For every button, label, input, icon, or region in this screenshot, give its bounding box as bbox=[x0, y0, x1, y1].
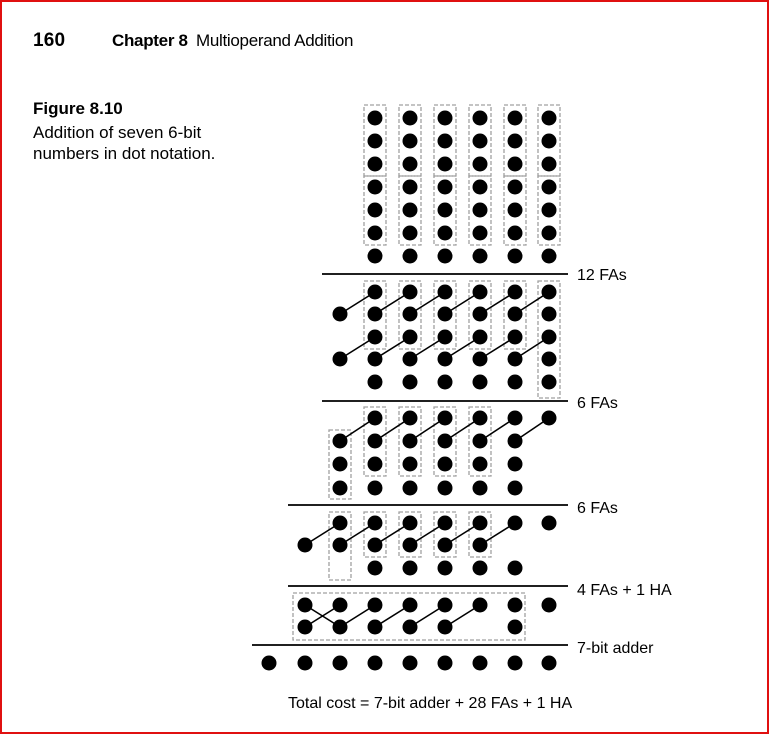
dot bbox=[368, 307, 383, 322]
dot bbox=[473, 307, 488, 322]
dot bbox=[473, 285, 488, 300]
dot bbox=[508, 457, 523, 472]
dot bbox=[368, 598, 383, 613]
dot bbox=[542, 111, 557, 126]
dot bbox=[403, 434, 418, 449]
dot bbox=[403, 375, 418, 390]
dot bbox=[298, 538, 313, 553]
dot bbox=[438, 330, 453, 345]
dot bbox=[542, 352, 557, 367]
stage-label: 6 FAs bbox=[577, 395, 618, 412]
dot bbox=[542, 157, 557, 172]
dot bbox=[508, 285, 523, 300]
dot bbox=[542, 203, 557, 218]
dot bbox=[333, 481, 348, 496]
dot bbox=[368, 620, 383, 635]
dot bbox=[262, 656, 277, 671]
dot bbox=[542, 411, 557, 426]
dot bbox=[333, 434, 348, 449]
dot bbox=[403, 307, 418, 322]
dot bbox=[368, 375, 383, 390]
dot bbox=[438, 411, 453, 426]
dot bbox=[403, 134, 418, 149]
dot bbox=[473, 330, 488, 345]
dot bbox=[438, 561, 453, 576]
dot bbox=[368, 203, 383, 218]
dot bbox=[368, 538, 383, 553]
dot bbox=[473, 375, 488, 390]
dot bbox=[403, 203, 418, 218]
dot bbox=[542, 180, 557, 195]
stage-label: 12 FAs bbox=[577, 267, 627, 284]
dot bbox=[368, 656, 383, 671]
dot bbox=[473, 411, 488, 426]
dot bbox=[508, 180, 523, 195]
figure-label: Figure 8.10 bbox=[33, 99, 123, 118]
stage-label: 6 FAs bbox=[577, 500, 618, 517]
dot bbox=[438, 598, 453, 613]
dot bbox=[403, 352, 418, 367]
chapter-title: Multioperand Addition bbox=[196, 31, 354, 50]
dot bbox=[508, 481, 523, 496]
page-number: 160 bbox=[33, 30, 66, 51]
dot bbox=[298, 656, 313, 671]
dot bbox=[368, 226, 383, 241]
total-cost-text: Total cost = 7-bit adder + 28 FAs + 1 HA bbox=[288, 695, 573, 712]
dot bbox=[368, 249, 383, 264]
dot bbox=[333, 352, 348, 367]
dot bbox=[438, 434, 453, 449]
dot bbox=[438, 157, 453, 172]
dot bbox=[473, 352, 488, 367]
dot bbox=[298, 620, 313, 635]
dot bbox=[508, 157, 523, 172]
dot bbox=[368, 481, 383, 496]
dot bbox=[438, 307, 453, 322]
dot bbox=[438, 226, 453, 241]
dot bbox=[333, 516, 348, 531]
dot bbox=[438, 516, 453, 531]
dot bbox=[403, 656, 418, 671]
dot bbox=[438, 180, 453, 195]
dot bbox=[508, 375, 523, 390]
dot bbox=[473, 598, 488, 613]
dot bbox=[368, 330, 383, 345]
dot bbox=[473, 134, 488, 149]
dot bbox=[333, 307, 348, 322]
dot bbox=[438, 134, 453, 149]
dot bbox=[403, 561, 418, 576]
dot bbox=[473, 516, 488, 531]
dot bbox=[473, 249, 488, 264]
dot bbox=[473, 180, 488, 195]
figure-caption: Addition of seven 6-bit numbers in dot notation. bbox=[33, 123, 216, 163]
dot bbox=[542, 249, 557, 264]
dot bbox=[333, 457, 348, 472]
dot bbox=[333, 598, 348, 613]
dot bbox=[542, 598, 557, 613]
dot bbox=[508, 561, 523, 576]
stage-label: 7-bit adder bbox=[577, 640, 654, 657]
dot bbox=[542, 134, 557, 149]
dot bbox=[438, 285, 453, 300]
dot bbox=[508, 249, 523, 264]
dot bbox=[403, 598, 418, 613]
dot bbox=[438, 111, 453, 126]
dot bbox=[473, 203, 488, 218]
dot bbox=[508, 434, 523, 449]
dot bbox=[438, 203, 453, 218]
dot bbox=[438, 352, 453, 367]
dot bbox=[403, 457, 418, 472]
dot bbox=[542, 656, 557, 671]
dot bbox=[333, 538, 348, 553]
dot bbox=[542, 307, 557, 322]
dot bbox=[368, 434, 383, 449]
dot bbox=[403, 157, 418, 172]
dot bbox=[542, 516, 557, 531]
dot bbox=[508, 656, 523, 671]
stage-label: 4 FAs + 1 HA bbox=[577, 582, 672, 599]
stage-labels bbox=[577, 267, 672, 657]
dot bbox=[473, 434, 488, 449]
dot bbox=[403, 516, 418, 531]
dot bbox=[438, 481, 453, 496]
dot bbox=[403, 226, 418, 241]
dot bbox=[403, 180, 418, 195]
dot bbox=[403, 620, 418, 635]
dot bbox=[508, 111, 523, 126]
dot bbox=[508, 134, 523, 149]
dot bbox=[508, 226, 523, 241]
dot bbox=[438, 620, 453, 635]
dot bbox=[473, 481, 488, 496]
dot bbox=[508, 307, 523, 322]
dot bbox=[542, 375, 557, 390]
dot bbox=[403, 538, 418, 553]
dot bbox=[438, 656, 453, 671]
dot bbox=[403, 481, 418, 496]
dot bbox=[508, 352, 523, 367]
dot bbox=[403, 330, 418, 345]
dot bbox=[473, 157, 488, 172]
dot bbox=[333, 656, 348, 671]
dot bbox=[473, 538, 488, 553]
dot bbox=[298, 598, 313, 613]
dot bbox=[368, 457, 383, 472]
dot bbox=[368, 285, 383, 300]
dot bbox=[368, 516, 383, 531]
dot bbox=[542, 330, 557, 345]
dot bbox=[368, 157, 383, 172]
dot bbox=[438, 375, 453, 390]
dot bbox=[508, 598, 523, 613]
dot bbox=[473, 457, 488, 472]
dot bbox=[403, 249, 418, 264]
dot bbox=[403, 411, 418, 426]
dot bbox=[333, 620, 348, 635]
dot bbox=[368, 134, 383, 149]
dot bbox=[368, 180, 383, 195]
dot bbox=[508, 330, 523, 345]
dot bbox=[473, 111, 488, 126]
dot bbox=[438, 538, 453, 553]
dot bbox=[368, 411, 383, 426]
dot bbox=[473, 656, 488, 671]
dot bbox=[508, 411, 523, 426]
dot bbox=[403, 285, 418, 300]
dot bbox=[403, 111, 418, 126]
dot bbox=[438, 249, 453, 264]
dot bbox=[473, 561, 488, 576]
dot bbox=[368, 352, 383, 367]
dot bbox=[438, 457, 453, 472]
dot bbox=[368, 561, 383, 576]
dot bbox=[542, 226, 557, 241]
dot bbox=[508, 203, 523, 218]
dot bbox=[473, 226, 488, 241]
dot bbox=[368, 111, 383, 126]
dot bbox=[508, 620, 523, 635]
chapter-label: Chapter 8 bbox=[112, 31, 188, 50]
dot bbox=[508, 516, 523, 531]
dot bbox=[542, 285, 557, 300]
